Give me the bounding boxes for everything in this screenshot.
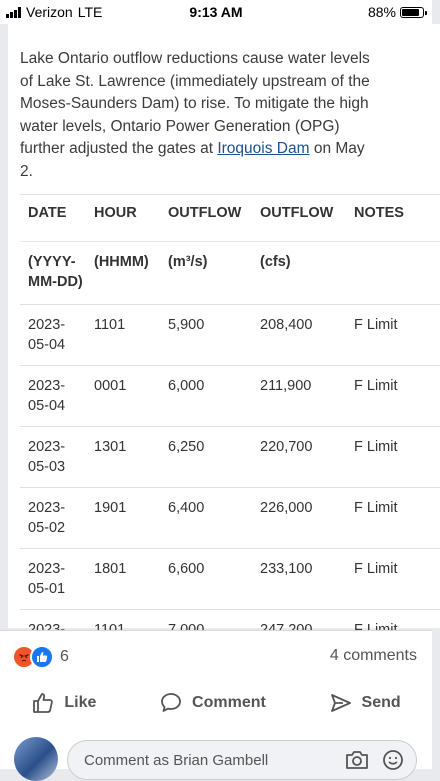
cell-outflow-cfs: 226,000 <box>252 488 346 549</box>
battery-icon <box>400 7 424 18</box>
unit-outflow-m3s: (m³/s) <box>160 242 252 305</box>
cell-hour: 1101 <box>86 305 160 366</box>
comment-input[interactable] <box>82 751 326 770</box>
cell-notes: F Limit <box>346 549 440 610</box>
like-button[interactable] <box>31 691 96 715</box>
comment-box[interactable] <box>67 740 417 780</box>
cell-date: 2023-05-04 <box>20 305 86 366</box>
user-avatar[interactable] <box>14 737 58 781</box>
cell-date: 2023-05-01 <box>20 549 86 610</box>
table-units-row <box>20 242 440 305</box>
post-footer <box>0 630 432 769</box>
header-hour: HOUR <box>86 195 160 242</box>
cell-outflow-cfs: 208,400 <box>252 305 346 366</box>
emoji-icon[interactable] <box>382 749 404 771</box>
header-notes: NOTES <box>346 195 440 242</box>
header-date: DATE <box>20 195 86 242</box>
cell-hour: 1301 <box>86 427 160 488</box>
cell-outflow-m3s: 6,250 <box>160 427 252 488</box>
send-button[interactable] <box>329 691 401 715</box>
reaction-count: 6 <box>60 648 69 665</box>
carrier-name: Verizon <box>26 4 73 20</box>
like-label: Like <box>64 694 97 711</box>
table-row <box>20 488 440 549</box>
cell-outflow-m3s: 6,000 <box>160 366 252 427</box>
table-row <box>20 549 440 610</box>
cell-outflow-cfs: 211,900 <box>252 366 346 427</box>
comment-bubble-icon <box>159 691 183 715</box>
cell-hour: 1901 <box>86 488 160 549</box>
unit-notes <box>346 242 440 305</box>
unit-date: (YYYY-MM-DD) <box>20 242 86 305</box>
table-row <box>20 427 440 488</box>
camera-icon[interactable] <box>344 749 370 771</box>
table-row <box>20 366 440 427</box>
article-paragraph: Lake Ontario outflow reductions cause water levels of Lake St. Lawrence (immediately upstream of the Moses-Saunders Dam) to rise. To mitigate the high water levels, Ontario Power Generation (OPG) further adjusted the gates at Iroquois Dam on May 2. <box>20 50 370 180</box>
table-header-row <box>20 195 440 242</box>
cell-date: 2023-05-02 <box>20 488 86 549</box>
cell-date: 2023-05-03 <box>20 427 86 488</box>
unit-hour: (HHMM) <box>86 242 160 305</box>
cell-date: 2023-05-04 <box>20 366 86 427</box>
comment-label: Comment <box>192 694 266 711</box>
cell-notes: F Limit <box>346 488 440 549</box>
like-reaction-icon <box>30 645 54 669</box>
article-view[interactable] <box>0 24 432 628</box>
network-type: LTE <box>77 4 103 20</box>
status-bar <box>0 0 432 24</box>
table-row <box>20 305 440 366</box>
cell-notes: F Limit <box>346 427 440 488</box>
outflow-table <box>20 194 440 669</box>
thumbs-up-icon <box>31 691 55 715</box>
header-outflow-cfs: OUTFLOW <box>252 195 346 242</box>
comment-button[interactable] <box>159 691 266 715</box>
header-outflow-m3s: OUTFLOW <box>160 195 252 242</box>
article-card <box>8 24 440 628</box>
send-label: Send <box>361 694 401 711</box>
cell-outflow-cfs: 233,100 <box>252 549 346 610</box>
cell-notes: F Limit <box>346 366 440 427</box>
cell-hour: 1801 <box>86 549 160 610</box>
battery-percent: 88% <box>367 4 396 20</box>
cell-hour: 0001 <box>86 366 160 427</box>
battery-info <box>368 4 424 20</box>
cell-outflow-m3s: 5,900 <box>160 305 252 366</box>
cell-notes: F Limit <box>346 305 440 366</box>
send-arrow-icon <box>329 691 353 715</box>
clock: 9:13 AM <box>189 4 243 20</box>
cell-outflow-m3s: 6,400 <box>160 488 252 549</box>
cell-outflow-m3s: 6,600 <box>160 549 252 610</box>
unit-outflow-cfs: (cfs) <box>252 242 346 305</box>
iroquois-dam-link[interactable]: Iroquois Dam <box>217 140 310 157</box>
comment-composer <box>10 735 430 775</box>
cell-outflow-cfs: 220,700 <box>252 427 346 488</box>
comments-count-link[interactable]: 4 comments <box>329 647 417 664</box>
reaction-summary[interactable] <box>12 645 69 669</box>
action-bar <box>0 683 432 723</box>
